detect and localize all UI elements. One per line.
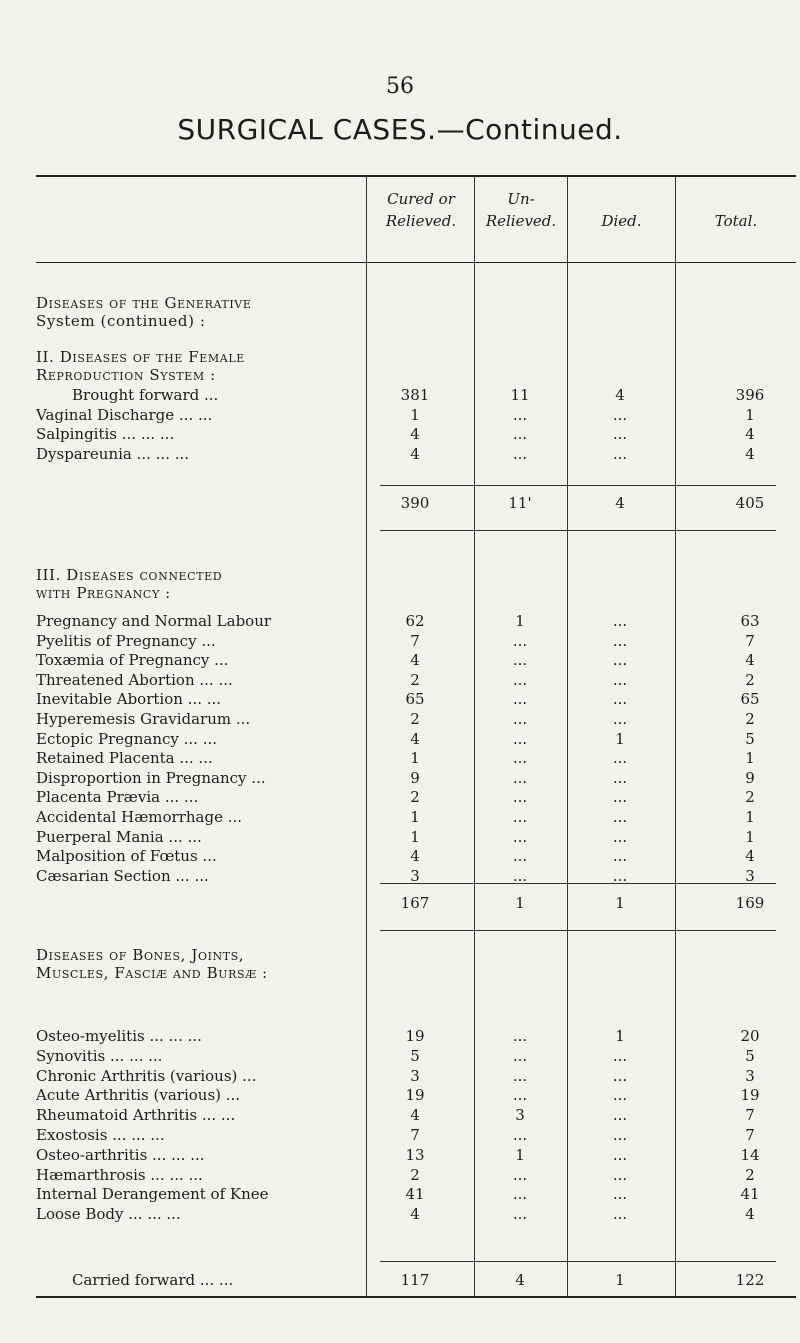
cell-c3: ...	[612, 651, 628, 670]
cell-c3: ...	[612, 425, 628, 443]
cell-c2: 11	[510, 386, 530, 404]
cell-c3: ...	[612, 847, 628, 866]
page-title: SURGICAL CASES.—Continued.	[177, 113, 623, 146]
table-row	[0, 425, 800, 443]
cell-c3: 4	[615, 386, 625, 404]
row-label: Salpingitis ... ... ...	[36, 425, 175, 443]
cell-c4: 14	[740, 1145, 760, 1164]
table-row	[0, 651, 800, 669]
cell-c3: ...	[612, 788, 628, 807]
row-label: Hæmarthrosis ... ... ...	[36, 1165, 203, 1184]
cell-c2: ...	[512, 866, 528, 885]
cell-c1: 4	[410, 729, 420, 748]
cell-c3: ...	[612, 1205, 628, 1224]
table-row	[0, 1027, 800, 1045]
cell-c4: 65	[740, 690, 760, 709]
cell-c2: ...	[512, 847, 528, 866]
carried-forward-row: Carried forward ... ... 117 4 1 122	[72, 1271, 765, 1289]
cell-c1: 4	[410, 425, 420, 443]
table-row	[0, 632, 800, 650]
row-label: Toxæmia of Pregnancy ...	[36, 651, 229, 670]
subtotal-rule	[380, 485, 776, 486]
section-rule	[380, 530, 776, 531]
cell-c3: ...	[612, 710, 628, 728]
cell-c1: 19	[405, 1027, 425, 1045]
table-row	[0, 406, 800, 424]
table-row	[0, 612, 800, 630]
cell-c2: ...	[512, 690, 528, 709]
row-label: Brought forward ...	[72, 386, 219, 404]
section-rule	[380, 930, 776, 931]
cell-c4: 1	[745, 827, 755, 846]
cell-c3: ...	[612, 1145, 628, 1164]
table-row	[0, 1185, 800, 1203]
cell-c2: ...	[512, 670, 528, 689]
cell-c4: 5	[745, 729, 755, 748]
table-row	[0, 1047, 800, 1065]
cell-c2: ...	[512, 1086, 528, 1105]
row-label: Threatened Abortion ... ...	[36, 670, 233, 689]
subtotal-row: 167 1 1 169	[400, 894, 765, 912]
cell-c4: 4	[745, 651, 755, 670]
cell-c3: ...	[612, 1106, 628, 1125]
column-header-cured: Cured or Relieved.	[385, 190, 457, 230]
cell-c4: 63	[740, 612, 760, 630]
row-label: Rheumatoid Arthritis ... ...	[36, 1106, 236, 1125]
cell-c4: 7	[745, 1106, 755, 1125]
cell-c3: ...	[612, 1126, 628, 1144]
cell-c2: ...	[512, 405, 528, 424]
cell-c1: 1	[410, 808, 420, 826]
cell-c1: 1	[410, 827, 420, 846]
cell-c3: ...	[612, 631, 628, 650]
table-row	[0, 808, 800, 826]
row-label: Osteo-arthritis ... ... ...	[36, 1145, 205, 1164]
section-heading: Diseases of Bones, Joints, Muscles, Fasciæ and Bursæ :	[36, 946, 268, 982]
cell-c3: ...	[612, 405, 628, 424]
row-label: Ectopic Pregnancy ... ...	[36, 729, 218, 748]
row-label: Retained Placenta ... ...	[36, 749, 213, 768]
cell-c1: 2	[410, 788, 420, 807]
cell-c4: 41	[740, 1185, 760, 1204]
row-label: Inevitable Abortion ... ...	[36, 690, 222, 709]
cell-c3: ...	[612, 1086, 628, 1105]
cell-c4: 1	[745, 405, 755, 424]
subtotal-rule	[380, 883, 776, 884]
table-row	[0, 1205, 800, 1223]
cell-c3: ...	[612, 690, 628, 709]
cell-c2: ...	[512, 1185, 528, 1204]
table-row	[0, 1126, 800, 1144]
cell-c2: ...	[512, 749, 528, 768]
cell-c4: 3	[745, 866, 755, 885]
table-row	[0, 445, 800, 463]
cell-c1: 1	[410, 749, 420, 768]
cell-c3: ...	[612, 768, 628, 787]
cell-c1: 2	[410, 670, 420, 689]
cell-c1: 2	[410, 1165, 420, 1184]
cell-c3: ...	[612, 670, 628, 689]
cell-c2: ...	[512, 1126, 528, 1144]
cell-c2: ...	[512, 651, 528, 670]
row-label: Internal Derangement of Knee	[36, 1185, 269, 1204]
cell-c4: 7	[745, 1126, 755, 1144]
cell-c2: ...	[512, 631, 528, 650]
header-bottom-rule	[36, 262, 796, 263]
cell-c2: ...	[512, 1165, 528, 1184]
cell-c2: 3	[515, 1106, 525, 1125]
cell-c3: ...	[612, 749, 628, 768]
cell-c2: ...	[512, 729, 528, 748]
cell-c1: 1	[410, 405, 420, 424]
cell-c4: 4	[745, 847, 755, 866]
cell-c3: 1	[615, 1027, 625, 1045]
cell-c3: ...	[612, 1165, 628, 1184]
table-row	[0, 386, 800, 404]
row-label: Cæsarian Section ... ...	[36, 866, 209, 885]
row-label: Osteo-myelitis ... ... ...	[36, 1027, 202, 1045]
cell-c1: 4	[410, 444, 420, 463]
cell-c1: 3	[410, 1066, 420, 1085]
row-label: Placenta Prævia ... ...	[36, 788, 199, 807]
cell-c4: 4	[745, 444, 755, 463]
cell-c2: ...	[512, 1027, 528, 1045]
cell-c1: 4	[410, 847, 420, 866]
cell-c3: 1	[615, 729, 625, 748]
cell-c3: ...	[612, 1066, 628, 1085]
cell-c4: 4	[745, 1205, 755, 1224]
table-row	[0, 690, 800, 708]
table-row	[0, 847, 800, 865]
table-row	[0, 788, 800, 806]
subtotal-row: 390 11' 4 405	[400, 494, 765, 512]
column-header-died: Died.	[601, 212, 642, 230]
cell-c4: 5	[745, 1046, 755, 1065]
column-header-unrelieved: Un- Relieved.	[485, 190, 557, 230]
cell-c1: 62	[405, 612, 425, 630]
cell-c1: 4	[410, 1106, 420, 1125]
cell-c4: 1	[745, 749, 755, 768]
section-heading: III. Diseases connected with Pregnancy :	[36, 566, 223, 602]
cell-c3: ...	[612, 1185, 628, 1204]
column-header-total: Total.	[714, 212, 758, 230]
row-label: Disproportion in Pregnancy ...	[36, 768, 266, 787]
table-row	[0, 671, 800, 689]
cell-c2: ...	[512, 827, 528, 846]
cell-c2: ...	[512, 444, 528, 463]
cell-c1: 5	[410, 1046, 420, 1065]
cell-c2: ...	[512, 1046, 528, 1065]
cell-c4: 2	[745, 788, 755, 807]
table-row	[0, 1067, 800, 1085]
cell-c1: 7	[410, 631, 420, 650]
cell-c3: ...	[612, 866, 628, 885]
cell-c1: 381	[400, 386, 430, 404]
cell-c2: ...	[512, 425, 528, 443]
cell-c4: 7	[745, 631, 755, 650]
page-number: 56	[386, 74, 414, 99]
cell-c2: ...	[512, 788, 528, 807]
cell-c1: 9	[410, 768, 420, 787]
cell-c4: 19	[740, 1086, 760, 1105]
table-bottom-rule	[36, 1296, 796, 1298]
cell-c2: ...	[512, 808, 528, 826]
section-heading: II. Diseases of the Female Reproduction System :	[36, 348, 245, 384]
carried-forward-rule	[380, 1261, 776, 1262]
cell-c1: 7	[410, 1126, 420, 1144]
table-row	[0, 710, 800, 728]
table-row	[0, 1146, 800, 1164]
table-top-rule	[36, 175, 796, 177]
section-heading: Diseases of the Generative System (continued) :	[36, 294, 252, 330]
row-label: Dyspareunia ... ... ...	[36, 444, 190, 463]
cell-c4: 20	[740, 1027, 760, 1045]
row-label: Acute Arthritis (various) ...	[36, 1086, 241, 1105]
cell-c3: ...	[612, 827, 628, 846]
table-row	[0, 828, 800, 846]
table-row	[0, 730, 800, 748]
row-label: Synovitis ... ... ...	[36, 1046, 163, 1065]
table-row	[0, 769, 800, 787]
row-label: Exostosis ... ... ...	[36, 1126, 165, 1144]
row-label: Hyperemesis Gravidarum ...	[36, 710, 251, 728]
cell-c2: 1	[515, 612, 525, 630]
cell-c2: ...	[512, 768, 528, 787]
cell-c1: 4	[410, 651, 420, 670]
cell-c1: 3	[410, 866, 420, 885]
row-label: Vaginal Discharge ... ...	[36, 405, 213, 424]
cell-c4: 2	[745, 710, 755, 728]
cell-c4: 3	[745, 1066, 755, 1085]
cell-c4: 2	[745, 1165, 755, 1184]
cell-c2: ...	[512, 1066, 528, 1085]
table-row	[0, 1166, 800, 1184]
cell-c4: 9	[745, 768, 755, 787]
row-label: Puerperal Mania ... ...	[36, 827, 202, 846]
cell-c4: 1	[745, 808, 755, 826]
row-label: Pyelitis of Pregnancy ...	[36, 631, 216, 650]
cell-c1: 13	[405, 1145, 425, 1164]
row-label: Loose Body ... ... ...	[36, 1205, 181, 1224]
cell-c1: 19	[405, 1086, 425, 1105]
cell-c3: ...	[612, 808, 628, 826]
row-label: Accidental Hæmorrhage ...	[36, 808, 243, 826]
cell-c1: 2	[410, 710, 420, 728]
cell-c3: ...	[612, 444, 628, 463]
cell-c2: 1	[515, 1145, 525, 1164]
cell-c1: 65	[405, 690, 425, 709]
cell-c1: 4	[410, 1205, 420, 1224]
row-label: Chronic Arthritis (various) ...	[36, 1066, 257, 1085]
cell-c4: 396	[735, 386, 765, 404]
row-label: Malposition of Fœtus ...	[36, 847, 217, 866]
cell-c2: ...	[512, 1205, 528, 1224]
cell-c1: 41	[405, 1185, 425, 1204]
table-row	[0, 1106, 800, 1124]
cell-c2: ...	[512, 710, 528, 728]
cell-c3: ...	[612, 612, 628, 630]
cell-c4: 2	[745, 670, 755, 689]
table-row	[0, 1086, 800, 1104]
cell-c3: ...	[612, 1046, 628, 1065]
row-label: Pregnancy and Normal Labour	[36, 612, 272, 630]
table-row	[0, 749, 800, 767]
cell-c4: 4	[745, 425, 755, 443]
